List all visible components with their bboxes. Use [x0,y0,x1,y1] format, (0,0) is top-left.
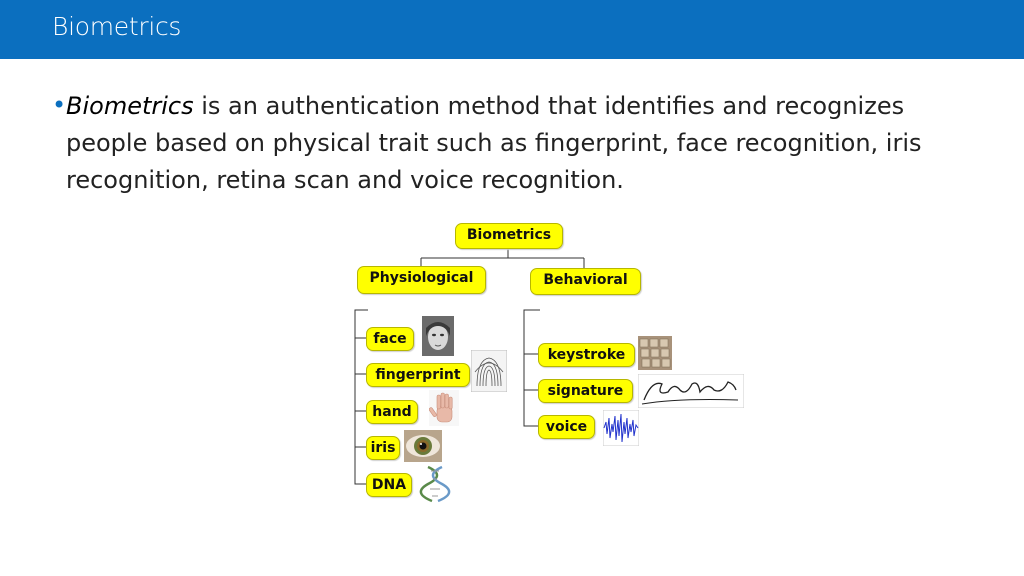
voice-waveform-icon [603,410,639,446]
node-biometrics: Biometrics [455,223,563,249]
node-hand: hand [366,400,418,424]
node-signature: signature [538,379,633,403]
node-keystroke: keystroke [538,343,635,367]
node-voice: voice [538,415,595,439]
node-face: face [366,327,414,351]
dna-image-icon [418,465,454,503]
face-image-icon [422,316,454,356]
node-iris: iris [366,436,400,460]
bullet-dot-icon: • [52,91,67,119]
node-fingerprint: fingerprint [366,363,470,387]
iris-image-icon [404,430,442,462]
bullet-term: Biometrics [66,92,194,120]
bullet-text: is an authentication method that identifies and recognizes people based on physical trait such as fingerprint, face recognition, iris recognition, retina scan and voice recognition. [66,92,922,194]
node-behavioral: Behavioral [530,268,641,295]
signature-image-icon [638,374,744,408]
slide-title: Biometrics [52,12,182,41]
keyboard-image-icon [638,336,672,370]
hand-image-icon [429,390,459,426]
fingerprint-image-icon [471,350,507,392]
node-physiological: Physiological [357,266,486,294]
node-dna: DNA [366,473,412,497]
